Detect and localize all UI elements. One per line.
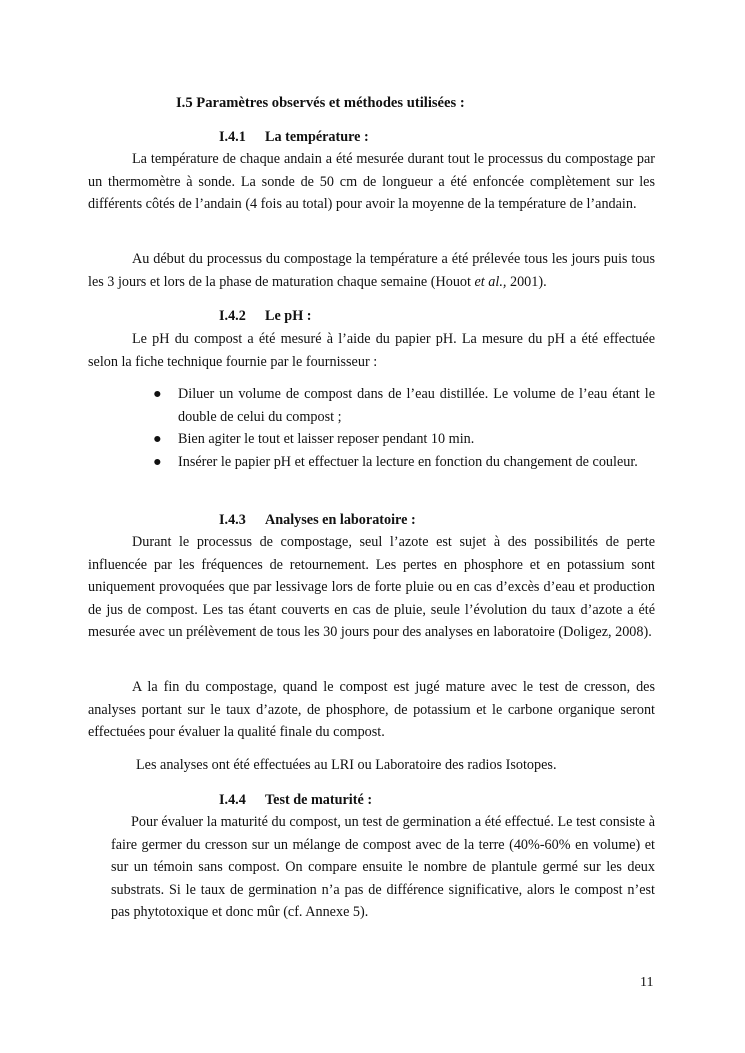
bullet-icon: ● [153,386,162,402]
paragraph-maturity-1: Pour évaluer la maturité du compost, un test de germination a été effectué. Le test consiste à faire germer du cresson sur un mélange de compost avec de la terre (40%-60% en volume) et sur un témoin sans compost. On compare ensuite le nombre de plantule germé sur les deux substrats. Si le taux de germination n’a pas de différence significative, alors le compost n’est pas phytotoxique et donc mûr (cf. Annexe 5). [111,814,655,921]
heading-title: Analyses en laboratoire : [265,512,416,528]
heading-lab [219,509,416,532]
paragraph-ph-1: Le pH du compost a été mesuré à l’aide du papier pH. La mesure du pH a été effectuée selon la fiche technique fournie par le fournisseur : [88,331,655,370]
paragraph-lab-2: A la fin du compostage, quand le compost est jugé mature avec le test de cresson, des analyses portant sur le taux d’azote, de phosphore, de potassium et le carbone organique seront effectuées pour évaluer la qualité finale du compost. [88,679,655,741]
page-number: 11 [640,975,654,990]
paragraph-temperature-1: La température de chaque andain a été mesurée durant tout le processus du compostage par un thermomètre à sonde. La sonde de 50 cm de longueur a été enfoncée complètement sur les différents côtés de l’andain (4 fois au total) pour avoir la moyenne de la température de l’andain. [88,151,655,213]
list-item: ● Insérer le papier pH et effectuer la lecture en fonction du changement de couleur. [150,451,655,474]
paragraph-temperature-2: Au début du processus du compostage la température a été prélevée tous les jours puis tous les 3 jours et lors de la phase de maturation chaque semaine (Houot et al., 2001). [88,251,655,290]
list-item: ● Bien agiter le tout et laisser reposer pendant 10 min. [150,428,655,451]
bullet-icon: ● [153,431,162,448]
heading-number: I.4.4 [219,792,246,808]
bullet-icon: ● [153,453,162,470]
heading-number: I.4.1 [219,129,246,145]
heading-ph [219,305,312,328]
paragraph-lab-1: Durant le processus de compostage, seul l’azote est sujet à des possibilités de perte influencée par les fréquences de retournement. Les pertes en phosphore et en potassium sont uniquement provoquées que par lessivage lors de forte pluie ou en cas d’excès d’eau et production de jus de compost. Les tas étant couverts en cas de pluie, seule l’évolution du taux d’azote a été mesurée avec un prélèvement de tous les 30 jours pour des analyses en laboratoire (Doligez, 2008). [88,534,655,641]
heading-temperature [219,126,369,149]
heading-title: Test de maturité : [265,792,373,808]
section-title: I.5 Paramètres observés et méthodes utilisées : [176,95,465,111]
heading-maturity [219,789,372,812]
heading-title: La température : [265,129,369,145]
paragraph-lab-3: Les analyses ont été effectuées au LRI ou Laboratoire des radios Isotopes. [136,757,557,773]
list-item: ● Diluer un volume de compost dans de l’eau distillée. Le volume de l’eau étant le double de celui du compost ; [150,383,655,428]
ph-steps-list [150,383,655,473]
heading-title: Le pH : [265,308,312,324]
heading-number: I.4.2 [219,308,246,324]
heading-number: I.4.3 [219,512,246,528]
